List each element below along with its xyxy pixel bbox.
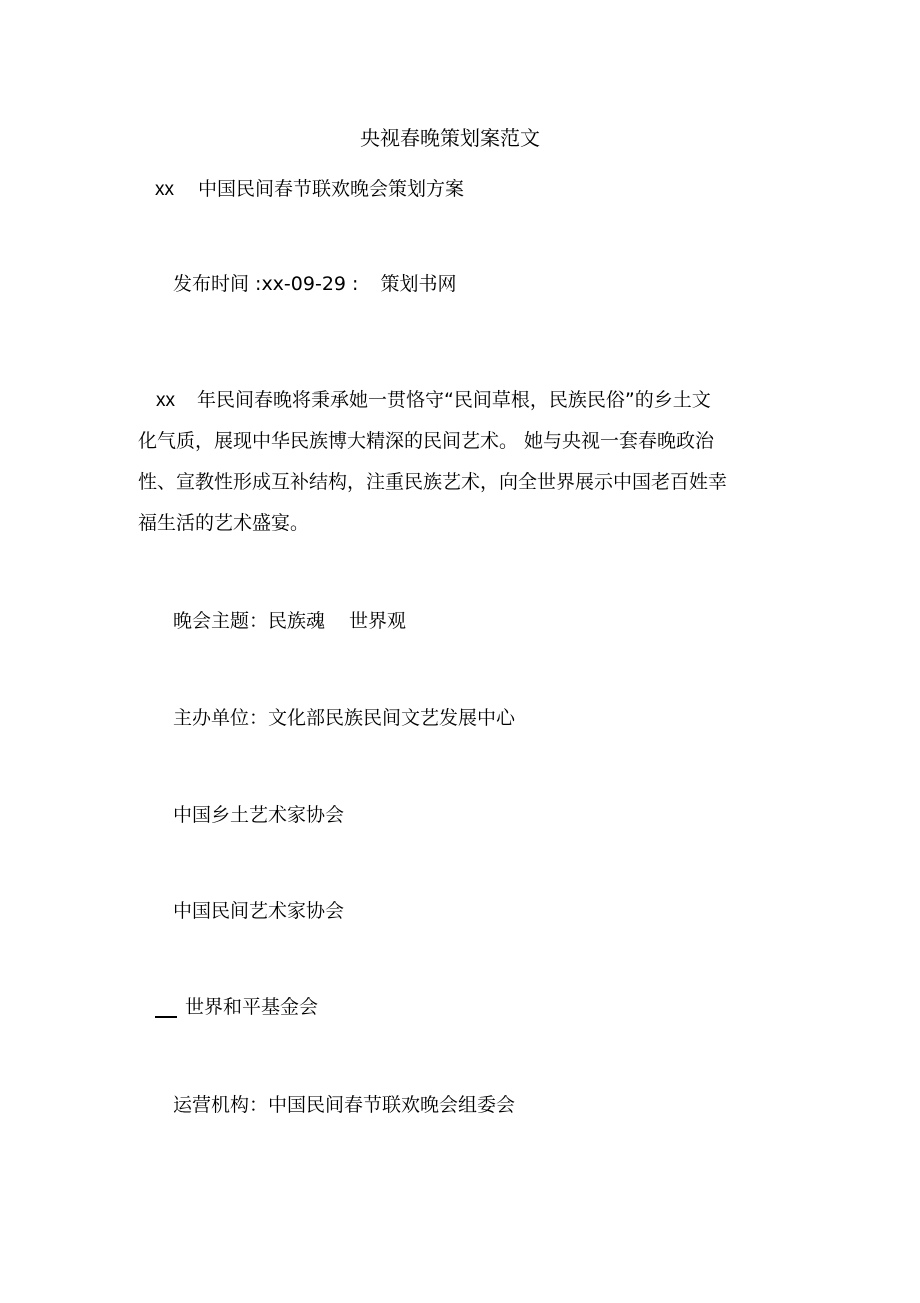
theme-label: 晚会主题：民族魂	[173, 610, 326, 632]
document-title: 央视春晚策划案范文	[360, 126, 540, 150]
host-org-1: 中国乡土艺术家协会	[173, 804, 345, 826]
theme-line	[173, 608, 406, 634]
operator-line: 运营机构：中国民间春节联欢晚会组委会	[173, 1094, 516, 1116]
subtitle-line	[155, 176, 464, 203]
host-org-2: 中国民间艺术家协会	[173, 900, 345, 922]
intro-line-text: 年民间春晚将秉承她一贯恪守“民间草根，民族民俗”的乡土文	[197, 389, 711, 411]
host-line: 主办单位：文化部民族民间文艺发展中心	[173, 707, 516, 729]
subtitle-text: 中国民间春节联欢晚会策划方案	[198, 178, 465, 200]
host-org-3: 世界和平基金会	[185, 996, 319, 1018]
blank-underline	[155, 994, 177, 1018]
intro-line-1	[138, 380, 778, 421]
publish-label: 发布时间 :xx-09-29 :	[173, 273, 359, 295]
intro-prefix: xx	[156, 390, 175, 411]
theme-value: 世界观	[349, 610, 407, 632]
publish-line	[173, 271, 456, 297]
publish-source: 策划书网	[380, 273, 457, 295]
subtitle-prefix: xx	[155, 179, 174, 200]
intro-line-3: 性、宣教性形成互补结构，注重民族艺术，向全世界展示中国老百姓幸	[138, 471, 728, 493]
intro-paragraph	[138, 380, 778, 544]
intro-line-4: 福生活的艺术盛宴。	[138, 512, 310, 534]
intro-line-2: 化气质，展现中华民族博大精深的民间艺术。 她与央视一套春晚政治	[138, 430, 715, 452]
host-org-3-line	[155, 994, 318, 1020]
